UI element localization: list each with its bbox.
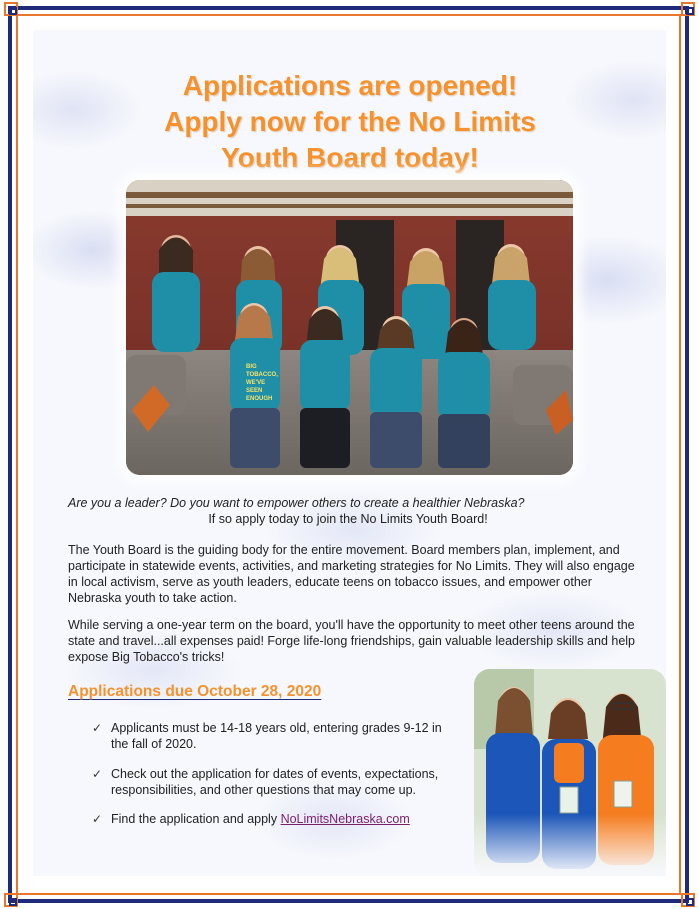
checkmark-icon: ✓: [92, 767, 103, 781]
title-line-2: Apply now for the No Limits: [164, 106, 536, 137]
youth-board-description: The Youth Board is the guiding body for the entire movement. Board members plan, implement, and participate in statewide events, activities, and marketing strategies for No Limits. They will also engage in local activism, serve as youth leaders, educate teens on tobacco issues, and empower other Nebraska youth to take action.: [68, 543, 635, 605]
title-line-1: Applications are opened!: [182, 70, 518, 101]
checkmark-icon: ✓: [92, 812, 103, 826]
list-item-text: Check out the application for dates of events, expectations, responsibilities, and other questions that may come up.: [111, 767, 439, 797]
list-item-prefix: Find the application and apply: [111, 812, 281, 826]
website-link[interactable]: NoLimitsNebraska.com: [280, 812, 410, 826]
corner-ornament: [681, 2, 695, 16]
corner-ornament: [681, 893, 695, 907]
benefits-paragraph: While serving a one-year term on the board, you'll have the opportunity to meet other teens around the state and travel...all expenses paid! Forge life-long friendships, gain valuable leadership skills and help expose Big Tobacco's tricks!: [68, 618, 636, 664]
title-line-3: Youth Board today!: [221, 142, 479, 173]
youth-members-photo: [474, 669, 666, 876]
intro-call-to-action: If so apply today to join the No Limits Youth Board!: [208, 512, 488, 526]
intro-question: Are you a leader? Do you want to empower others to create a healthier Nebraska?: [68, 496, 525, 510]
application-deadline-heading: Applications due October 28, 2020: [68, 683, 322, 700]
checkmark-icon: ✓: [92, 721, 103, 735]
shirt-print-line: WE'VE: [246, 380, 266, 386]
corner-ornament: [4, 2, 18, 16]
list-item-text: Applicants must be 14-18 years old, entering grades 9-12 in the fall of 2020.: [111, 721, 442, 751]
corner-ornament: [4, 893, 18, 907]
shirt-print-line: BIG: [246, 364, 257, 370]
shirt-print-line: SEEN: [246, 388, 263, 394]
shirt-print-line: ENOUGH: [246, 396, 273, 402]
shirt-print-line: TOBACCO,: [246, 372, 278, 378]
flyer-title: [60, 68, 640, 176]
youth-board-group-photo: [126, 180, 573, 475]
list-item-text: [111, 811, 461, 827]
